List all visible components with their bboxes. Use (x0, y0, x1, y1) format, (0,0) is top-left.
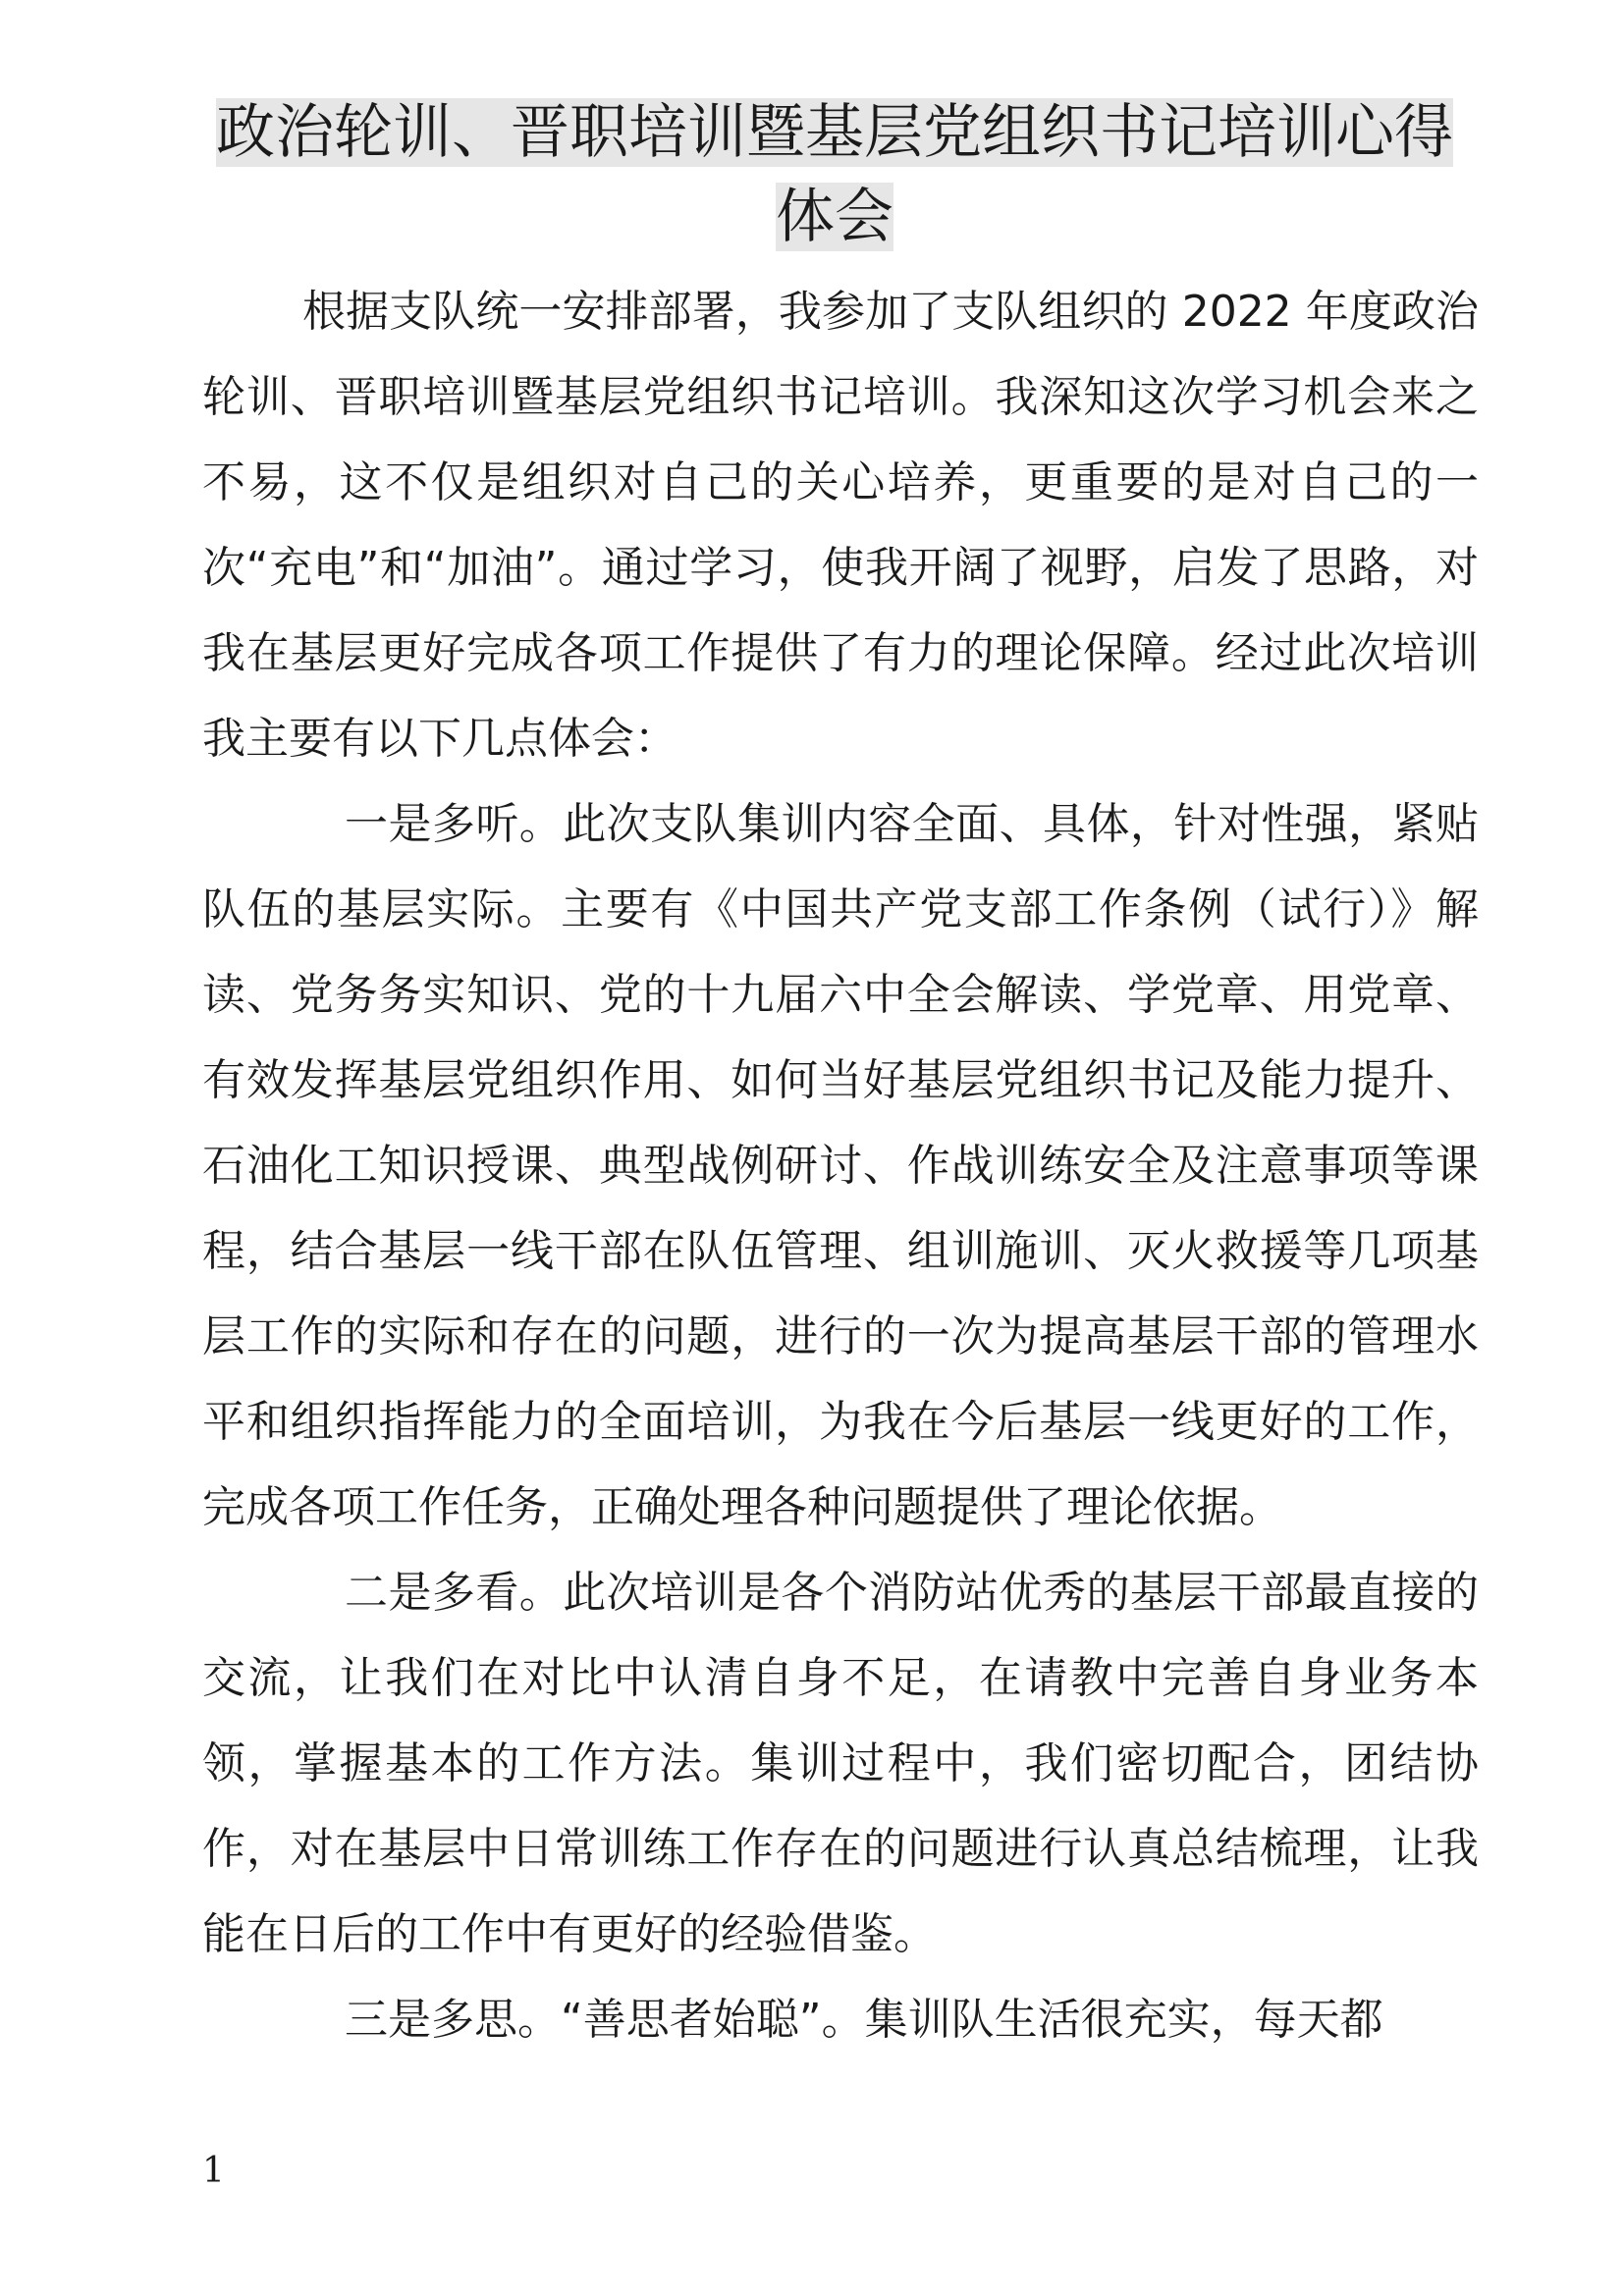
page-number: 1 (202, 2151, 225, 2191)
paragraph-point-three: 三是多思。“善思者始聪”。集训队生活很充实，每天都 (345, 1995, 1383, 2045)
paragraph-point-one: 一是多听。此次支队集训内容全面、具体，针对性强，紧贴队伍的基层实际。主要有《中国共产党支部工作条例（试行）》解读、党务务实知识、党的十九届六中全会解读、学党章、用党章、有效发挥基层党组织作用、如何当好基层党组织书记及能力提升、石油化工知识授课、典型战例研讨、作战训练安全及注意事项等课程，结合基层一线干部在队伍管理、组训施训、灭火救援等几项基层工作的实际和存在的问题，进行的一次为提高基层干部的管理水平和组织指挥能力的全面培训，为我在今后基层一线更好的工作，完成各项工作任务，正确处理各种问题提供了理论依据。 (202, 799, 1479, 1532)
document-body (202, 269, 1479, 2062)
document-title-text: 政治轮训、晋职培训暨基层党组织书记培训心得体会 (216, 98, 1453, 251)
paragraph-point-two: 二是多看。此次培训是各个消防站优秀的基层干部最直接的交流，让我们在对比中认清自身不足，在请教中完善自身业务本领，掌握基本的工作方法。集训过程中，我们密切配合，团结协作，对在基层中日常训练工作存在的问题进行认真总结梳理，让我能在日后的工作中有更好的经验借鉴。 (202, 1568, 1479, 1959)
paragraph-intro: 根据支队统一安排部署，我参加了支队组织的 2022 年度政治轮训、晋职培训暨基层党组织书记培训。我深知这次学习机会来之不易，这不仅是组织对自己的关心培养，更重要的是对自己的一次“充电”和“加油”。通过学习，使我开阔了视野，启发了思路，对我在基层更好完成各项工作提供了有力的理论保障。经过此次培训我主要有以下几点体会： (202, 287, 1479, 764)
document-title (196, 90, 1473, 259)
